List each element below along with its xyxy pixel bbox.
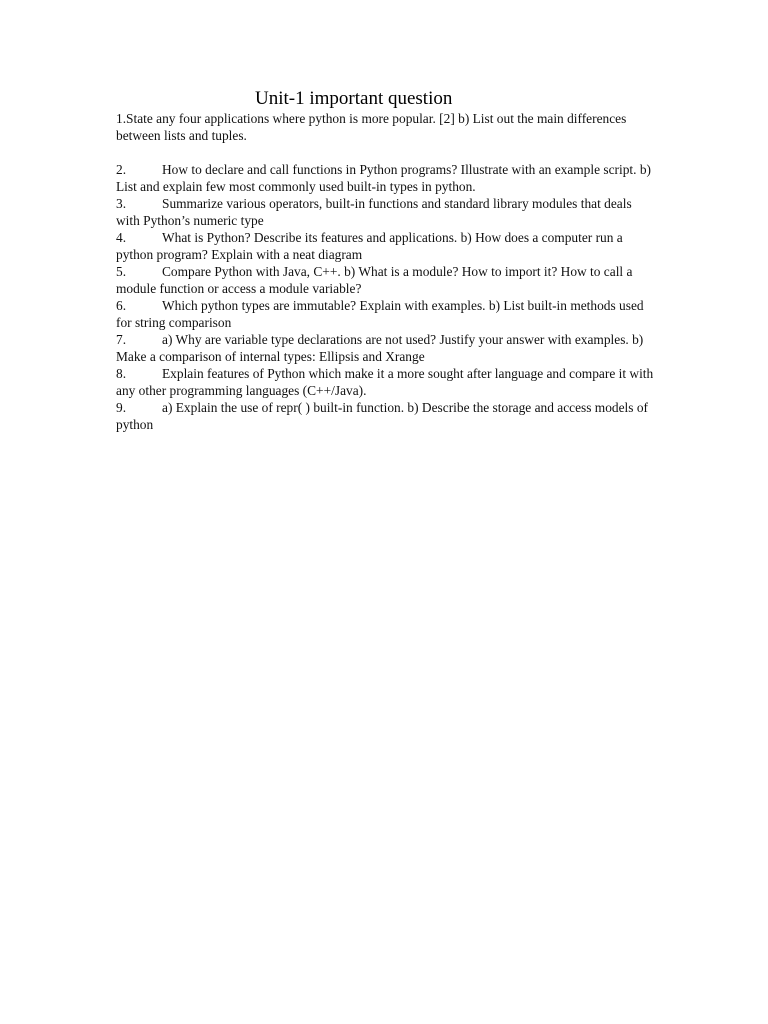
question-number: 2. (116, 162, 127, 177)
question-number: 7. (116, 332, 127, 347)
question-number: 9. (116, 400, 127, 415)
question-2 (116, 161, 656, 195)
question-5 (116, 263, 656, 297)
question-text: a) Explain the use of repr( ) built-in function. b) Describe the storage and access models of python (116, 400, 648, 432)
question-number: 4. (116, 230, 127, 245)
question-4 (116, 229, 656, 263)
question-text: Compare Python with Java, C++. b) What is a module? How to import it? How to call a module function or access a module variable? (116, 264, 633, 296)
question-8 (116, 365, 656, 399)
question-text: How to declare and call functions in Python programs? Illustrate with an example script. b) List and explain few most commonly used built-in types in python. (116, 162, 651, 194)
question-7 (116, 331, 656, 365)
question-3 (116, 195, 656, 229)
question-1 (116, 110, 656, 144)
question-number: 6. (116, 298, 127, 313)
question-text: Summarize various operators, built-in functions and standard library modules that deals with Python’s numeric type (116, 196, 632, 228)
question-text: Explain features of Python which make it a more sought after language and compare it with any other programming languages (C++/Java). (116, 366, 654, 398)
question-number: 5. (116, 264, 127, 279)
question-list (116, 110, 656, 433)
question-number: 1. (116, 111, 127, 126)
question-text: State any four applications where python is more popular. [2] b) List out the main differences between lists and tuples. (116, 111, 627, 143)
question-text: What is Python? Describe its features and applications. b) How does a computer run a python program? Explain with a neat diagram (116, 230, 623, 262)
question-number: 8. (116, 366, 127, 381)
question-6 (116, 297, 656, 331)
document-title: Unit-1 important question (255, 88, 453, 109)
question-text: a) Why are variable type declarations are not used? Justify your answer with examples. b) Make a comparison of internal types: Ellipsis and Xrange (116, 332, 644, 364)
question-text: Which python types are immutable? Explain with examples. b) List built-in methods used for string comparison (116, 298, 644, 330)
question-number: 3. (116, 196, 127, 211)
question-9 (116, 399, 656, 433)
